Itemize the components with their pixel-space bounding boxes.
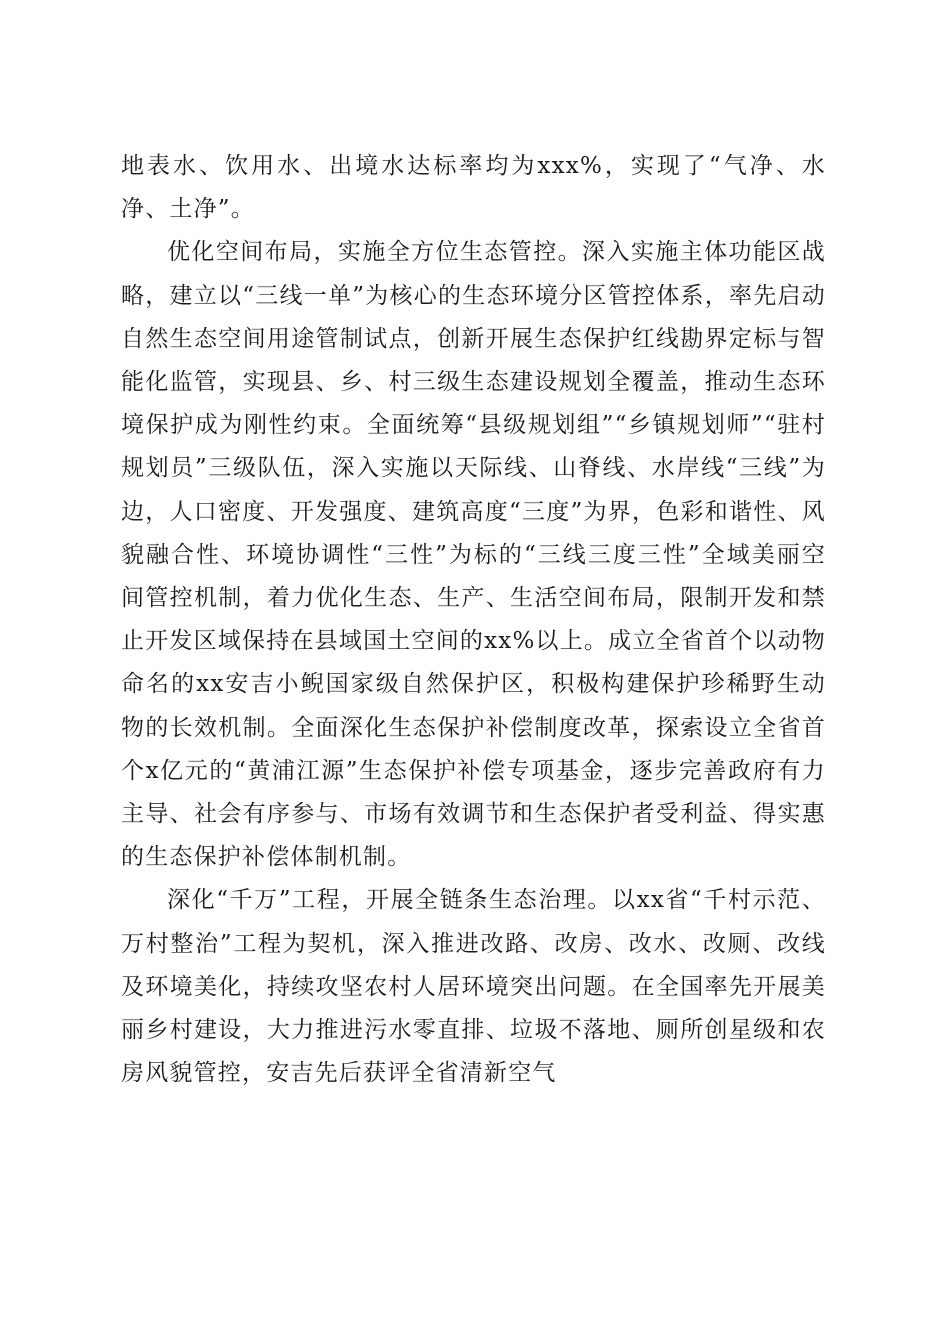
paragraph-continuation: 地表水、饮用水、出境水达标率均为xxx%，实现了“气净、水净、土净”。: [121, 153, 826, 223]
paragraph-qianwan-project: 深化“千万”工程，开展全链条生态治理。以xx省“千村示范、万村整治”工程为契机，深入推进改路、改房、改水、改厕、改线及环境美化，持续攻坚农村人居环境突出问题。在全国率先开展美丽乡村建设，大力推进污水零直排、垃圾不落地、厕所创星级和农房风貌管控，安吉先后获评全省清新空气: [121, 887, 826, 1087]
document-body: [121, 145, 826, 1095]
paragraph-spatial-layout: 优化空间布局，实施全方位生态管控。深入实施主体功能区战略，建立以“三线一单”为核心的生态环境分区管控体系，率先启动自然生态空间用途管制试点，创新开展生态保护红线勘界定标与智能化监管，实现县、乡、村三级生态建设规划全覆盖，推动生态环境保护成为刚性约束。全面统筹“县级规划组”“乡镇规划师”“驻村规划员”三级队伍，深入实施以天际线、山脊线、水岸线“三线”为边，人口密度、开发强度、建筑高度“三度”为界，色彩和谐性、风貌融合性、环境协调性“三性”为标的“三线三度三性”全域美丽空间管控机制，着力优化生态、生产、生活空间布局，限制开发和禁止开发区域保持在县域国土空间的xx%以上。成立全省首个以动物命名的xx安吉小鲵国家级自然保护区，积极构建保护珍稀野生动物的长效机制。全面深化生态保护补偿制度改革，探索设立全省首个x亿元的“黄浦江源”生态保护补偿专项基金，逐步完善政府有力主导、社会有序参与、市场有效调节和生态保护者受利益、得实惠的生态保护补偿体制机制。: [121, 239, 826, 871]
